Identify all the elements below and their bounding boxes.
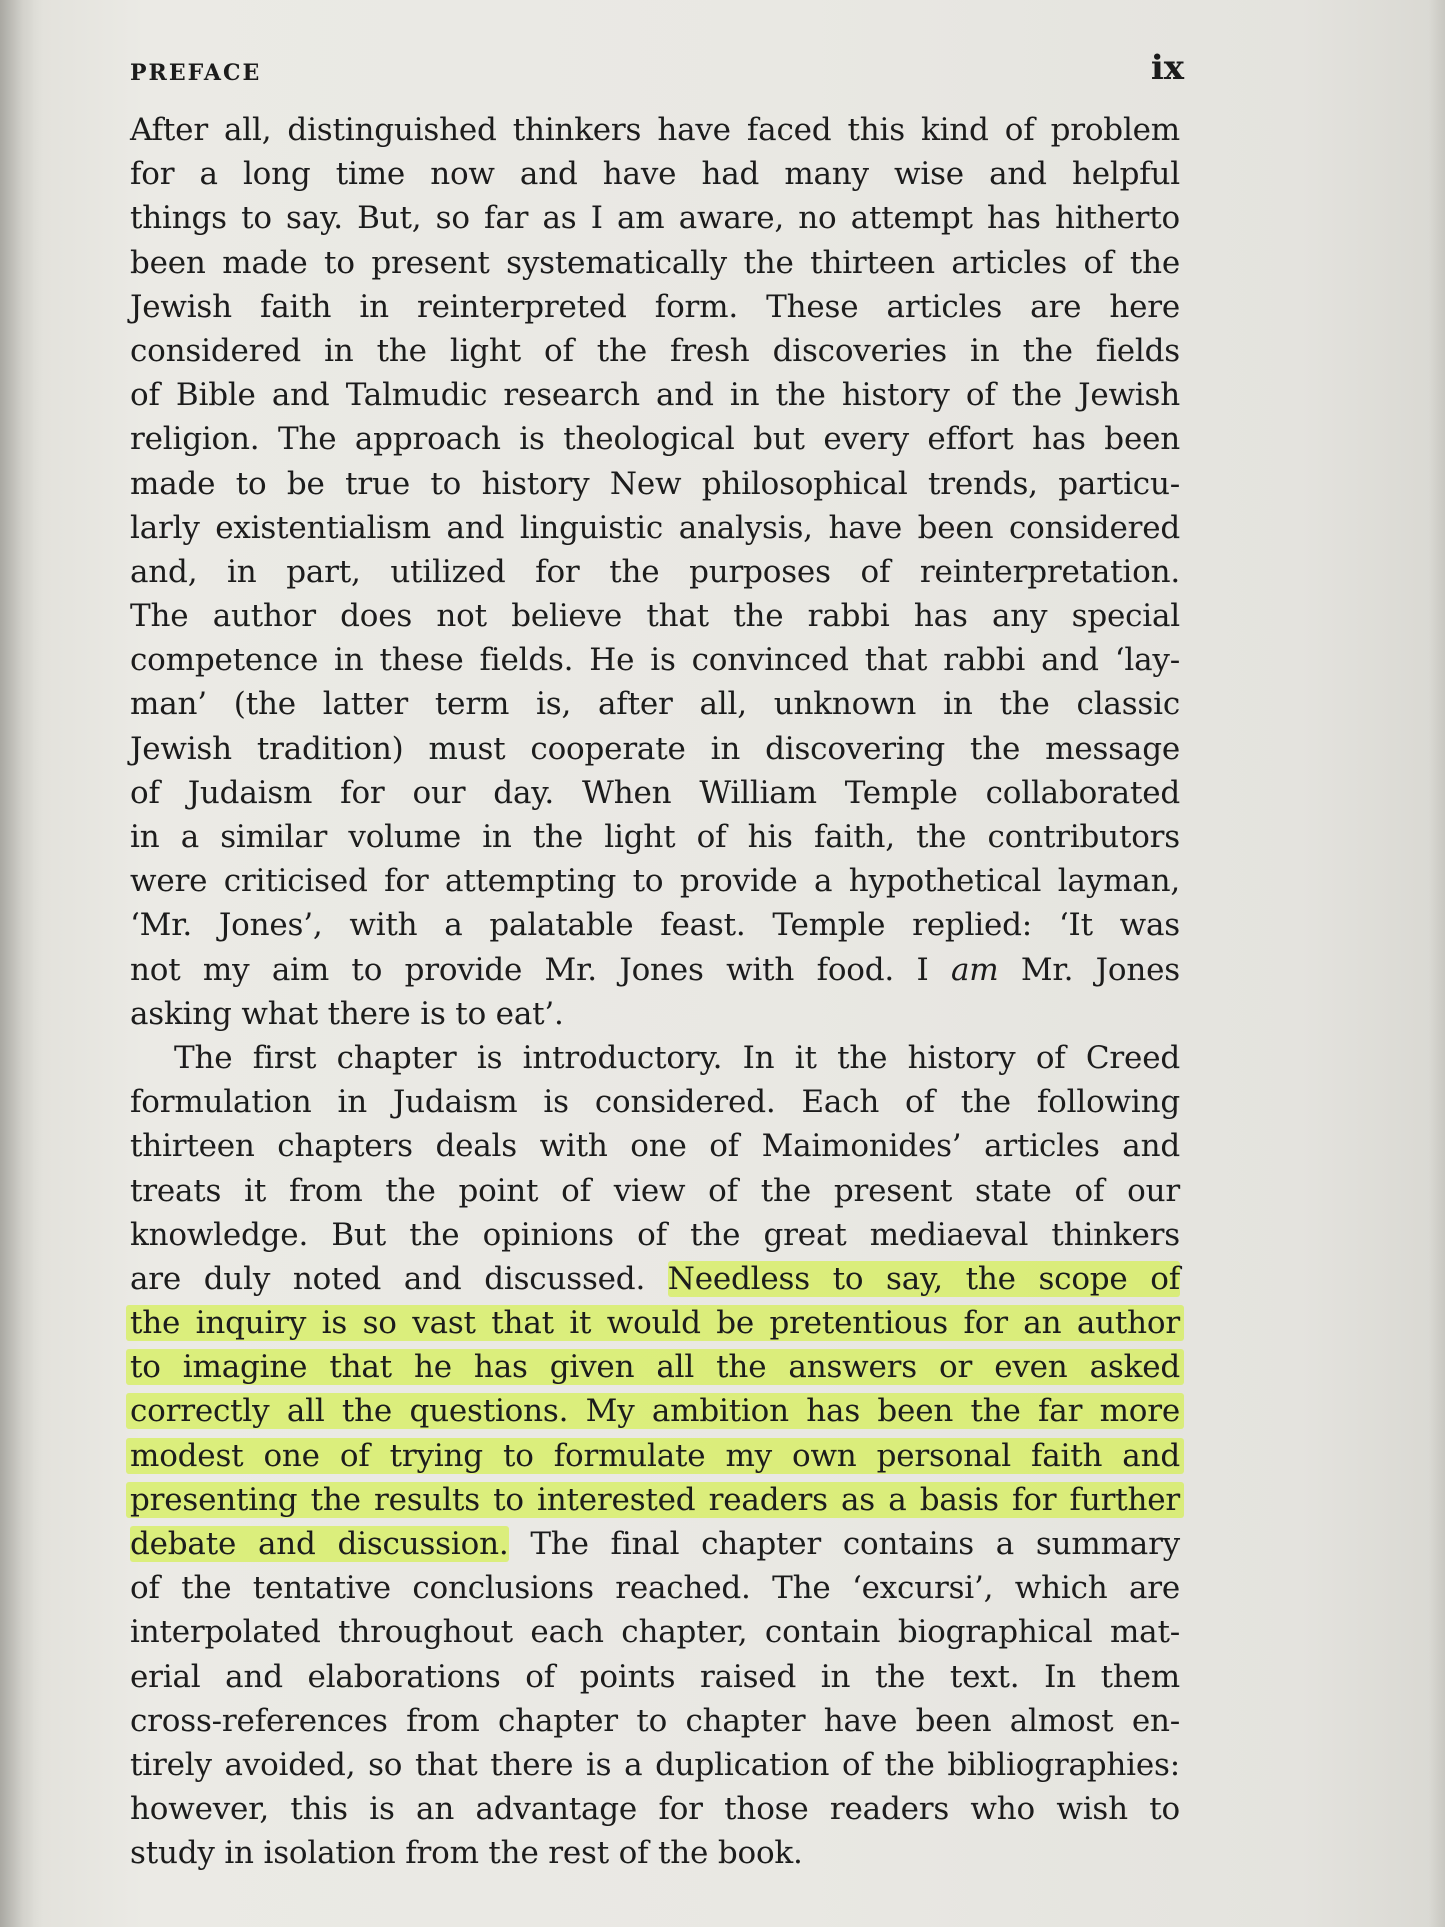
text-line: erial and elaborations of points raised in the text. In them	[130, 1658, 1180, 1695]
text-run: are duly noted and discussed.	[130, 1260, 668, 1297]
highlighted-text: to imagine that he has given all the answers or even asked	[126, 1349, 1184, 1385]
text-run: not my aim to provide Mr. Jones with food. I	[130, 951, 951, 988]
text-line: formulation in Judaism is considered. Each of the following	[130, 1084, 1180, 1121]
text-line: man’ (the latter term is, after all, unknown in the classic	[130, 686, 1180, 723]
text-line: The author does not believe that the rabbi has any special	[130, 598, 1180, 635]
text-line: tirely avoided, so that there is a duplication of the bibliographies:	[130, 1746, 1180, 1783]
highlighted-text: correctly all the questions. My ambition has been the far more	[126, 1393, 1184, 1429]
italic-emphasis: am	[950, 951, 999, 988]
text-line: study in isolation from the rest of the book.	[130, 1835, 803, 1872]
text-line: treats it from the point of view of the present state of our	[130, 1172, 1180, 1209]
text-run: Mr. Jones	[998, 951, 1180, 988]
text-line: asking what there is to eat’.	[130, 995, 564, 1032]
text-line: larly existentialism and linguistic analysis, have been considered	[130, 509, 1180, 546]
text-line: of the tentative conclusions reached. The ‘excursi’, which are	[130, 1570, 1180, 1607]
highlighted-text: presenting the results to interested readers as a basis for further	[126, 1482, 1184, 1518]
text-line: religion. The approach is theological but every effort has been	[130, 421, 1180, 458]
running-head	[130, 48, 1184, 94]
paragraph-2	[130, 1036, 1180, 1876]
page-number: ix	[1150, 48, 1184, 88]
highlighted-text: Needless to say, the scope of	[667, 1260, 1181, 1297]
text-line: knowledge. But the opinions of the great mediaeval thinkers	[130, 1216, 1180, 1253]
paragraph-1	[130, 108, 1180, 1036]
text-line: After all, distinguished thinkers have faced this kind of problem	[130, 112, 1180, 148]
text-line: however, this is an advantage for those readers who wish to	[130, 1791, 1180, 1828]
text-line	[130, 1434, 1180, 1478]
text-line: made to be true to history New philosophical trends, particu-	[130, 465, 1180, 502]
text-line	[130, 1522, 1180, 1566]
highlighted-text: debate and discussion.	[130, 1526, 509, 1562]
text-line	[130, 1478, 1180, 1522]
text-line: things to say. But, so far as I am aware, no attempt has hitherto	[130, 200, 1180, 237]
text-line: were criticised for attempting to provide a hypothetical layman,	[130, 863, 1180, 900]
text-line: for a long time now and have had many wise and helpful	[130, 156, 1180, 193]
text-line	[130, 948, 1180, 992]
text-line: been made to present systematically the thirteen articles of the	[130, 244, 1180, 281]
text-line: Jewish tradition) must cooperate in discovering the message	[130, 730, 1180, 767]
text-line: of Judaism for our day. When William Temple collaborated	[130, 774, 1180, 811]
text-line	[130, 1345, 1180, 1389]
spine-shadow	[0, 0, 34, 1927]
text-line	[130, 1257, 1180, 1301]
text-line: The first chapter is introductory. In it the history of Creed	[174, 1039, 1180, 1076]
highlighted-text: modest one of trying to formulate my own personal faith and	[126, 1438, 1184, 1474]
text-line: ‘Mr. Jones’, with a palatable feast. Temple replied: ‘It was	[130, 907, 1180, 944]
body-text	[130, 108, 1180, 1876]
text-line	[130, 1301, 1180, 1345]
text-line	[130, 1389, 1180, 1433]
text-line: considered in the light of the fresh discoveries in the fields	[130, 332, 1180, 369]
text-line: interpolated throughout each chapter, contain biographical mat-	[130, 1614, 1180, 1651]
text-line: Jewish faith in reinterpreted form. These articles are here	[130, 288, 1180, 325]
running-head-title: PREFACE	[130, 60, 262, 86]
text-line: competence in these fields. He is convinced that rabbi and ‘lay-	[130, 642, 1180, 679]
highlighted-text: the inquiry is so vast that it would be pretentious for an author	[126, 1305, 1184, 1341]
book-page	[130, 48, 1184, 1876]
text-run: The final chapter contains a summary	[508, 1526, 1180, 1562]
page-edge-shadow	[1429, 0, 1445, 1927]
text-line: of Bible and Talmudic research and in the history of the Jewish	[130, 377, 1180, 414]
text-line: cross-references from chapter to chapter have been almost en-	[130, 1702, 1180, 1739]
text-line: in a similar volume in the light of his faith, the contributors	[130, 819, 1180, 855]
text-line: and, in part, utilized for the purposes of reinterpretation.	[130, 553, 1180, 590]
text-line: thirteen chapters deals with one of Maimonides’ articles and	[130, 1128, 1180, 1165]
